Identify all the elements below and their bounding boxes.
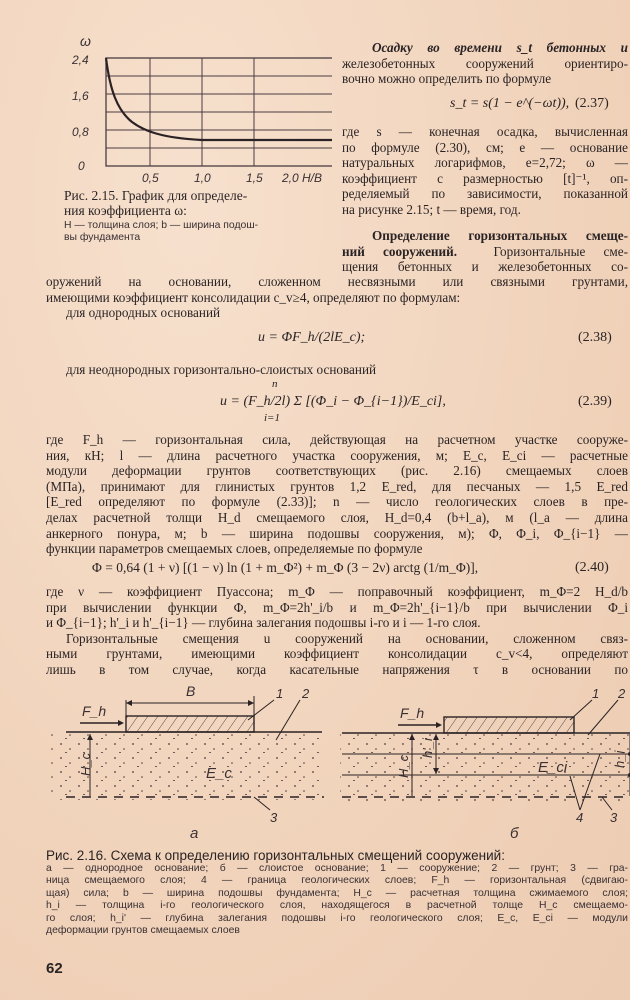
caption-legend [46,863,628,937]
depth-label: h'_i [420,738,435,758]
equation-number: (2.38) [578,330,612,345]
figure-2-16-caption [46,848,628,937]
y-tick: 0 [78,159,85,170]
text-line: щения бетонных и железобетонных со- [342,259,628,275]
caption-line: а — однородное основание; б — слоистое основание; 1 — сооружение; 2 — грунт; 3 — гра- [46,863,628,874]
text-line: где ν — коэффициент Пуассона; m_Φ — поправочный коэффициент, m_Φ=2 H_d/b [46,584,628,599]
text-line: модули деформации грунтов соответствующих (рис. 2.16) смещаемых слоев [46,463,628,479]
y-axis-symbol: ω [80,33,91,49]
text-line: на рисунке 2.15; t — время, год. [342,201,521,217]
text-line: лишь в том случае, когда касательные напряжения τ в основании по [46,661,628,677]
text-line: Осадку во времени s_t бетонных и [372,40,628,55]
text-line: (МПа), принимают для глинистых грунтов 1,2 E_red, для песчаных — 1,5 E_red [46,478,628,494]
body-where [46,432,628,557]
callout-1: 1 [276,686,284,701]
sum-lower: i=1 [264,412,280,424]
page-number: 62 [46,960,63,977]
callout-1: 1 [592,686,600,701]
x-tick: 2,0 H/B [282,171,323,185]
formula-2-39: u = (F_h/2l) Σ [(Φ_i − Φ_{i−1})/E_ci], [220,394,446,409]
sum-upper: n [272,378,278,390]
caption-line: деформации грунтов смещаемых слоев [46,925,240,937]
text-line: ределяемый по зависимости, показанной [342,186,628,202]
scheme-a-homogeneous [50,683,324,842]
text-line: вочно можно определить по формуле [342,71,552,87]
modulus-label: E_c [206,765,232,782]
caption-title: Рис. 2.16. Схема к определению горизонтальных смещений сооружений: [46,848,505,863]
force-label: F_h [400,705,425,721]
callout-2: 2 [302,686,310,701]
figure-2-16 [40,670,630,850]
body-where-2 [46,584,628,678]
scheme-label-a: а [190,825,199,842]
y-tick: 0,8 [72,125,89,139]
layer-thickness-label: h_i [612,750,627,768]
text-line: и Φ_{i−1}; h'_i и h'_{i−1} — глубина залегания подошвы i-го и i — 1-го слоя. [46,615,481,631]
x-tick: 1,5 [246,171,263,185]
omega-curve [106,58,332,140]
y-tick: 2,4 [72,53,89,67]
caption-line: h_i — толщина i-го геологического слоя, находящегося в расчетной толще H_c смещаемо- [46,900,628,912]
section-heading: Определение горизонтальных смеще- [372,228,628,243]
equation-number: (2.39) [578,394,612,409]
caption-line: го слоя; h_i' — глубина залегания подошвы i-го геологического слоя; E_c, E_ci — модули [46,912,628,924]
caption-title: Рис. 2.15. График для определе- [64,188,248,203]
text-line: [E_red определяют по формуле (2.33)]; n — число геологических слоев в пре- [46,494,628,510]
text-line: имеющими коэффициент консолидации c_v≥4, определяют по формулам: [46,289,461,305]
text-line: где F_h — горизонтальная сила, действующая на расчетном участке сооруже- [46,432,628,447]
right-column-intro [342,40,628,87]
scheme-label-b: б [510,825,519,842]
force-label: F_h [82,703,107,719]
omega-chart [62,30,332,170]
callout-3: 3 [610,810,618,825]
text-line: анкерного понура, м; b — ширина подошвы сооружения, м); Φ, Φ_i, Φ_{i−1} — [46,525,628,541]
body-intro [46,274,628,321]
text-line: ний сооружений. Горизонтальные сме- [342,243,629,259]
callout-2: 2 [618,686,626,701]
text-line: где s — конечная осадка, вычисленная [342,124,628,139]
width-label-b: B [186,683,196,699]
text-line: для неоднородных горизонтально-слоистых оснований [66,362,377,377]
section-heading-block [342,228,628,275]
text-line: по формуле (2.30), см; e — основание [342,139,628,155]
text-line: коэффициент с размерностью [t]⁻¹, оп- [342,170,628,186]
callout-3: 3 [270,810,278,825]
caption-line: щая) сила; b — ширина подошвы фундамента; H_c — расчетная толщина сжимаемого слоя; [46,887,628,899]
equation-number: (2.37) [575,96,609,111]
callout-4: 4 [576,810,584,825]
y-tick: 1,6 [72,89,89,103]
text-line: натуральных логарифмов, e=2,72; ω — [342,155,628,171]
scheme-b-layered [340,686,630,842]
x-tick: 0,5 [142,171,159,185]
x-axis-ticks [62,168,332,188]
formula-2-38: u = ΦF_h/(2lE_c); [258,330,366,345]
text-line: железобетонных сооружений ориентиро- [342,55,628,71]
caption-line: ница смещаемого слоя; 4 — граница геологических слоев; F_h — горизонтальная (сдвигаю- [46,875,628,887]
figure-2-15-caption [64,188,314,245]
text-line: оружений на основании, сложенном несвязными или связными грунтами, [46,274,628,289]
formula-2-37: s_t = s(1 − e^(−ωt)), [450,96,570,111]
modulus-label: E_ci [538,759,568,776]
text-line: ными грунтами, имеющими коэффициент консолидации c_v<4, определяют [46,646,628,662]
right-column-where [342,124,628,218]
caption-title-2: ния коэффициента ω: [64,203,187,218]
thickness-label: H_c [78,752,93,776]
text-line: Горизонтальные смещения u сооружений на основании, сложенном связ- [66,630,628,646]
caption-note: вы фундамента [64,232,141,244]
thickness-label: H_c [396,754,411,778]
text-line: при вычислении функции Φ, m_Φ=2h'_i/b и m_Φ=2h'_{i−1}/b при вычислении Φ_i [46,599,628,615]
formula-2-40: Φ = 0,64 (1 + ν) [(1 − ν) ln (1 + m_Φ²) + m_Φ (3 − 2ν) arctg (1/m_Φ)], [92,560,479,575]
equation-number: (2.40) [575,560,609,575]
text-line: для однородных оснований [66,305,221,321]
caption-note: H — толщина слоя; b — ширина подош- [64,220,259,231]
x-tick: 1,0 [194,171,211,185]
text-line: ния, кН; l — длина расчетного участка сооружения, м; E_c, E_ci — расчетные [46,447,628,463]
text-line: делах расчетной толщи H_d смещаемого слоя, H_d=0,4 (b+l_a), м (l_a — длина [46,509,628,525]
text-line: функции параметров смещаемых слоев, определяемые по формуле [46,541,423,557]
